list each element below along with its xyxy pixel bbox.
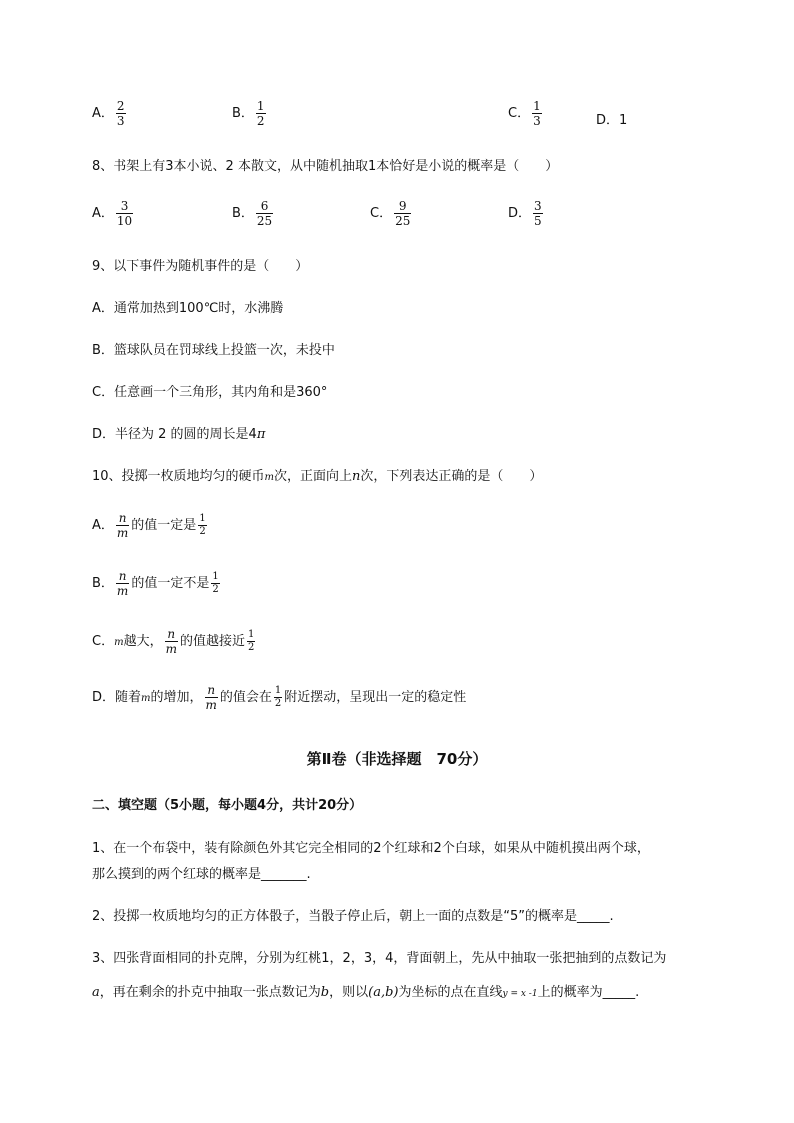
fraction xyxy=(256,200,273,227)
q9-option-b: B．篮球队员在罚球线上投篮一次，未投中 xyxy=(92,343,335,358)
q10-option-c xyxy=(92,628,257,655)
var-m: m xyxy=(114,637,124,648)
denominator: 2 xyxy=(212,584,219,595)
numerator: 9 xyxy=(398,199,407,213)
fill-q3-line1: 3、四张背面相同的扑克牌，分别为红桃1，2，3，4，背面朝上，先从中抽取一张把抽到的点数记为 xyxy=(92,951,667,966)
denominator: 2 xyxy=(199,526,206,537)
numerator: n xyxy=(118,569,127,583)
denominator: m xyxy=(165,642,177,656)
denominator: m xyxy=(205,698,217,712)
option-label: A． xyxy=(92,206,114,221)
denominator: 2 xyxy=(256,114,265,128)
fill-q2: 2、投掷一枚质地均匀的正方体骰子，当骰子停止后，朝上一面的点数是“5”的概率是_____. xyxy=(92,909,614,924)
option-text: 附近摆动，呈现出一定的稳定性 xyxy=(284,690,467,705)
option-label: D．随着 xyxy=(92,690,142,705)
var-m: m xyxy=(264,472,275,483)
q8-option-b xyxy=(232,200,275,227)
q9-option-c: C．任意画一个三角形，其内角和是360° xyxy=(92,385,328,400)
fraction-n-over-m xyxy=(116,512,129,539)
fraction xyxy=(116,200,133,227)
option-text: 的值一定不是 xyxy=(131,576,210,591)
fraction-n-over-m xyxy=(165,628,178,655)
fraction-half xyxy=(198,514,206,537)
option-label: C． xyxy=(508,106,531,121)
numerator: 1 xyxy=(533,99,541,113)
option-text: D．半径为 2 的圆的周长是4 xyxy=(92,427,257,442)
fraction xyxy=(116,100,126,127)
option-label: B． xyxy=(92,576,114,591)
numerator: 1 xyxy=(212,571,219,582)
point-ab: (a,b) xyxy=(368,985,399,1000)
var-a: a xyxy=(92,985,100,1000)
var-n: n xyxy=(352,469,361,484)
q9-stem: 9、以下事件为随机事件的是（ ） xyxy=(92,259,309,274)
denominator: 3 xyxy=(533,114,541,128)
option-text: 的值会在 xyxy=(219,690,272,705)
q9-option-d xyxy=(92,426,265,444)
numerator: 1 xyxy=(274,685,282,696)
denominator: m xyxy=(116,584,129,598)
stem-text: 10、投掷一枚质地均匀的硬币 xyxy=(92,469,265,484)
denominator: 2 xyxy=(274,698,282,709)
denominator: 3 xyxy=(116,114,125,128)
fraction xyxy=(256,100,266,127)
fraction-n-over-m xyxy=(205,684,218,711)
option-text: 越大， xyxy=(123,634,163,649)
numerator: 1 xyxy=(247,629,255,640)
numerator: 3 xyxy=(534,199,542,213)
line-equation: y = x -1 xyxy=(502,989,538,999)
q3-text: ，再在剩余的扑克中抽取一张点数记为 xyxy=(99,985,321,1000)
fraction xyxy=(533,200,543,227)
denominator: 25 xyxy=(256,214,273,228)
denominator: 2 xyxy=(247,642,255,653)
option-label: A． xyxy=(92,106,114,121)
q7-option-b xyxy=(232,100,268,127)
option-text: 的增加， xyxy=(150,690,203,705)
numerator: n xyxy=(167,627,176,641)
q3-text: ，则以 xyxy=(329,985,369,1000)
denominator: 25 xyxy=(395,214,411,228)
denominator: 5 xyxy=(534,214,542,228)
q7-option-d: D．1 xyxy=(596,113,628,128)
q8-stem: 8、书架上有3本小说、2 本散文，从中随机抽取1本恰好是小说的概率是（ ） xyxy=(92,159,559,174)
option-label: D． xyxy=(508,206,532,221)
fraction-half xyxy=(211,572,219,595)
q10-option-a xyxy=(92,512,209,539)
pi-symbol: π xyxy=(256,427,266,442)
numerator: 1 xyxy=(199,513,206,524)
option-label: C． xyxy=(92,634,115,649)
option-label: A． xyxy=(92,518,114,533)
fill-q1-line2: 那么摸到的两个红球的概率是_______. xyxy=(92,867,311,882)
stem-text: 次，正面向上 xyxy=(274,469,353,484)
q8-option-d xyxy=(508,200,545,227)
fraction-half xyxy=(247,630,255,653)
denominator: m xyxy=(116,526,129,540)
numerator: n xyxy=(118,511,127,525)
numerator: n xyxy=(207,683,216,697)
fill-q1-line1: 1、在一个布袋中，装有除颜色外其它完全相同的2个红球和2个白球，如果从中随机摸出两个球， xyxy=(92,841,650,856)
section-heading: 二、填空题（5小题，每小题4分，共计20分） xyxy=(92,798,363,813)
q10-option-b xyxy=(92,570,222,597)
q9-option-a: A．通常加热到100℃时，水沸腾 xyxy=(92,301,284,316)
q8-option-c xyxy=(370,200,413,227)
q7-option-c xyxy=(508,100,544,127)
fill-q3-line2 xyxy=(92,984,639,1003)
q8-option-a xyxy=(92,200,135,227)
fraction-n-over-m xyxy=(116,570,129,597)
option-text: 的值一定是 xyxy=(131,518,197,533)
option-text: 的值越接近 xyxy=(179,634,245,649)
q3-text: 为坐标的点在直线 xyxy=(398,985,503,1000)
fraction-half xyxy=(274,686,282,709)
option-label: C． xyxy=(370,206,393,221)
fraction xyxy=(394,200,411,227)
denominator: 10 xyxy=(116,214,133,228)
var-b: b xyxy=(320,985,330,1000)
section-title: 第Ⅱ卷（非选择题 70分） xyxy=(306,750,488,768)
numerator: 3 xyxy=(120,199,129,213)
option-label: B． xyxy=(232,106,254,121)
stem-text: 次，下列表达正确的是（ ） xyxy=(360,469,543,484)
var-m: m xyxy=(141,693,151,704)
numerator: 2 xyxy=(116,99,125,113)
q10-option-d xyxy=(92,684,466,711)
numerator: 1 xyxy=(256,99,265,113)
q3-text: 上的概率为_____. xyxy=(537,985,640,1000)
fraction xyxy=(532,100,542,127)
q10-stem xyxy=(92,468,542,487)
option-label: B． xyxy=(232,206,254,221)
numerator: 6 xyxy=(260,199,269,213)
q7-option-a xyxy=(92,100,128,127)
